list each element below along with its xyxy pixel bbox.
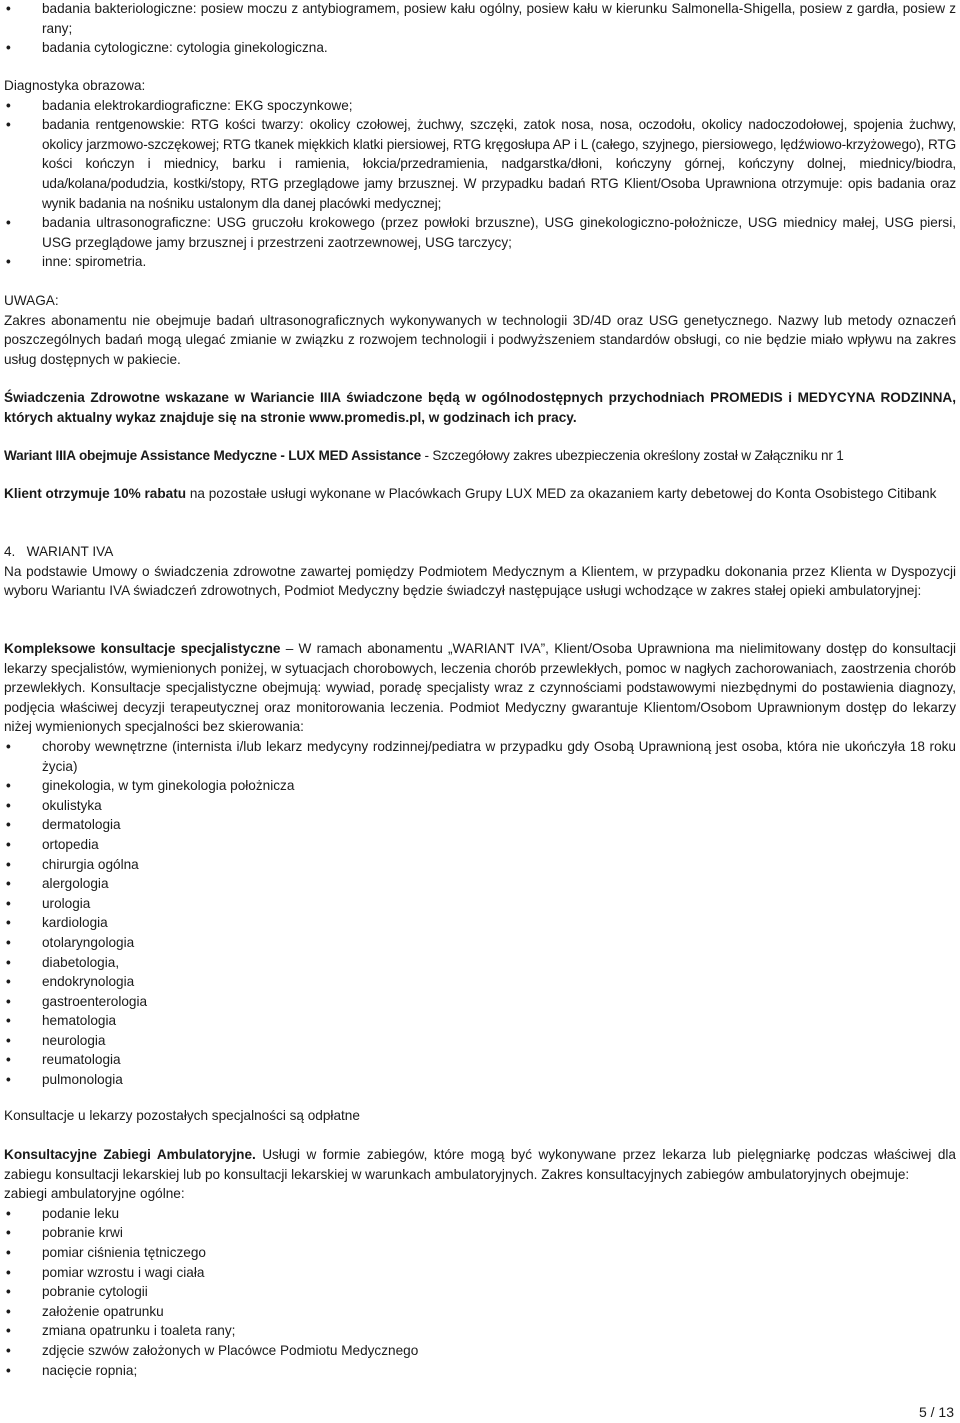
bullet-icon: • [6,876,11,892]
bullet-icon: • [6,817,11,833]
discount-paragraph: Klient otrzymuje 10% rabatu na pozostałe usługi wykonane w Placówkach Grupy LUX MED za okazaniem karty debetowej do Konta Osobistego Citibank [4,486,937,501]
list-item: • założenie opatrunku [4,1302,956,1322]
procedures-subheading: zabiegi ambulatoryjne ogólne: [4,1186,185,1202]
bullet-icon: • [6,97,11,113]
lab-tests-list [4,0,956,58]
bullet-icon: • [6,254,11,270]
note-heading: UWAGA: [4,293,59,308]
assistance-paragraph: Wariant IIIA obejmuje Assistance Medyczne - LUX MED Assistance - Szczegółowy zakres ubezpieczenia określony został w Załączniku nr 1 [4,448,844,463]
consultations-section: Kompleksowe konsultacje specjalistyczne – W ramach abonamentu „WARIANT IVA”, Klient/Osoba Uprawniona ma nielimitowany dostęp do konsultacji lekarzy specjalistów, wymienionych poniżej, w sytuacjach chorobowych, leczenia chorób przewlekłych, pomoc w nagłych zachorowaniach, zaostrzenia chorób przewlekłych. Konsultacje specjalistyczne obejmują: wywiad, poradę specjalisty wraz z czynnościami podstawowymi niezbędnymi do postawienia diagnozy, podjęcia właściwej decyzji terapeutycznej oraz monitorowania leczenia. Podmiot Medyczny gwarantuje Klientom/Osobom Uprawnionym dostęp do lekarzy niżej wymienionych specjalności bez skierowania: • choroby wewnętrzne (internista i/lub lekarz medycyny rodzinnej/pediatra w przypadku gdy Osobą Uprawnioną jest osoba, która nie ukończyła 18 roku życia) • ginekologia, w tym ginekologia położnicza • okulistyka • dermatologia • ortopedia • chirurgia ogólna • alergologia • urologia • kardiologia • otolaryngologia • diabetologia, • endokrynologia • gastroenterologia • hematologia • neurologia • reumatologia • pulmonologia [4,639,956,1090]
bullet-icon: • [6,1205,11,1221]
list-item: • kardiologia [4,913,956,933]
list-item: • badania bakteriologiczne: posiew moczu z antybiogramem, posiew kału ogólny, posiew kału w kierunku Salmonella-Shigella, posiew z gardła, posiew z rany; [6,1,956,36]
bullet-icon: • [6,1052,11,1068]
bullet-icon: • [6,1323,11,1339]
bullet-icon: • [6,1,11,16]
procedures-list [4,1204,956,1380]
bullet-icon: • [6,738,11,754]
bullet-icon: • [6,1072,11,1088]
list-item: • neurologia [4,1031,956,1051]
list-item: • dermatologia [4,815,956,835]
list-item: • hematologia [4,1011,956,1031]
list-item: • inne: spirometria. [4,252,956,272]
list-item: • ortopedia [4,835,956,855]
list-item: • choroby wewnętrzne (internista i/lub lekarz medycyny rodzinnej/pediatra w przypadku gdy Osobą Uprawnioną jest osoba, która nie ukończyła 18 roku życia) [6,738,956,774]
bullet-icon: • [6,1362,11,1378]
bullet-icon: • [6,1342,11,1358]
bullet-icon: • [6,215,11,231]
bullet-icon: • [6,778,11,794]
list-item: • gastroenterologia [4,992,956,1012]
variant-intro: Na podstawie Umowy o świadczenia zdrowotne zawartej pomiędzy Podmiotem Medycznym a Klientem, w przypadku dokonania przez Klienta w Dyspozycji wyboru Wariantu IVA świadczeń zdrowotnych, Podmiot Medyczny będzie świadczył następujące usługi wchodzące w zakres stałej opieki ambulatoryjnej: [4,563,956,599]
list-item: • ginekologia, w tym ginekologia położnicza [4,776,956,796]
bullet-icon: • [6,117,11,133]
list-item: • nacięcie ropnia; [4,1361,956,1381]
list-item: • okulistyka [4,796,956,816]
list-item: • pomiar ciśnienia tętniczego [4,1243,956,1263]
page-number: 5 / 13 [918,1404,954,1420]
section-heading: Diagnostyka obrazowa: [4,78,146,93]
bullet-icon: • [6,934,11,950]
note-text: Zakres abonamentu nie obejmuje badań ultrasonograficznych wykonywanych w technologii 3D/4D oraz USG genetycznego. Nazwy lub metody oznaczeń poszczególnych badań mogą ulegać zmianie w związku z rozwojem technologii i podwyższeniem standardów obsługi, co nie będzie miało wpływu na zakres usług dostępnych w pakiecie. [4,312,956,367]
bullet-icon: • [6,1032,11,1048]
bullet-icon: • [6,895,11,911]
list-item: • pobranie krwi [4,1223,956,1243]
list-item: • alergologia [4,874,956,894]
variant-section [4,542,956,601]
bullet-icon: • [6,1303,11,1319]
list-item: • zmiana opatrunku i toaleta rany; [4,1321,956,1341]
list-item: • reumatologia [4,1050,956,1070]
bullet-icon: • [6,954,11,970]
bullet-icon: • [6,1264,11,1280]
list-item: • badania rentgenowskie: RTG kości twarzy: okolicy czołowej, żuchwy, szczęki, zatok nosa, nosa, oczodołu, okolicy nadoczodołowej, spojenia żuchwy, okolicy jarzmowo-szczękowej; RTG tkanek miękkich klatki piersiowej, RTG kręgosłupa AP i L (całego, szyjnego, piersiowego, lędźwiowo-krzyżowego), RTG kości kończyn i miednicy, barku i ramienia, łokcia/przedramienia, nadgarstka/dłoni, kończyny górnej, kończyny dolnej, miednicy/biodra, uda/kolana/podudzia, kostki/stopy, RTG przeglądowe jamy brzusznej. W przypadku badań RTG Klient/Osoba Uprawniona otrzymuje: opis badania oraz wynik badania na nośniku ustalonym dla danej placówki medycznej; [6,117,956,211]
paid-consultations-note: Konsultacje u lekarzy pozostałych specjalności są odpłatne [4,1108,360,1123]
section-heading: 4. WARIANT IVA [4,544,114,559]
bullet-icon: • [6,836,11,852]
bullet-icon: • [6,974,11,990]
list-item: • pomiar wzrostu i wagi ciała [4,1263,956,1283]
list-item: • otolaryngologia [4,933,956,953]
list-item: • podanie leku [4,1204,956,1224]
procedures-section: Konsultacyjne Zabiegi Ambulatoryjne. Usługi w formie zabiegów, które mogą być wykonywane przez lekarza lub pielęgniarkę podczas właściwej dla zabiegu konsultacji lekarskiej lub po konsultacji lekarskiej w warunkach ambulatoryjnych. Zakres konsultacyjnych zabiegów ambulatoryjnych obejmuje: zabiegi ambulatoryjne ogólne: • podanie leku • pobranie krwi • pomiar ciśnienia tętniczego • pomiar wzrostu i wagi ciała • pobranie cytologii • założenie opatrunku • zmiana opatrunku i toaleta rany; • zdjęcie szwów założonych w Placówce Podmiotu Medycznego • nacięcie ropnia; [4,1145,956,1380]
promedis-paragraph: Świadczenia Zdrowotne wskazane w Wariancie IIIA świadczone będą w ogólnodostępnych przychodniach PROMEDIS i MEDYCYNA RODZINNA, których aktualny wykaz znajduje się na stronie www.promedis.pl, w godzinach ich pracy. [4,390,956,425]
list-item: • diabetologia, [4,953,956,973]
bullet-icon: • [6,856,11,872]
imaging-section [4,76,956,272]
bullet-icon: • [6,915,11,931]
bullet-icon: • [6,1284,11,1300]
bullet-icon: • [6,797,11,813]
list-item: • chirurgia ogólna [4,855,956,875]
list-item: • badania ultrasonograficzne: USG gruczołu krokowego (przez powłoki brzuszne), USG ginekologiczno-położnicze, USG miednicy małej, USG piersi, USG przeglądowe jamy brzusznej i przestrzeni zaotrzewnowej, USG tarczycy; [6,215,956,250]
list-item: • urologia [4,894,956,914]
bullet-icon: • [6,1244,11,1260]
bullet-icon: • [6,1225,11,1241]
list-item: • zdjęcie szwów założonych w Placówce Podmiotu Medycznego [4,1341,956,1361]
specialties-list [4,737,956,1090]
list-item: • badania elektrokardiograficzne: EKG spoczynkowe; [4,96,956,116]
bullet-icon: • [6,40,11,56]
list-item: • pobranie cytologii [4,1282,956,1302]
note-section [4,291,956,369]
bullet-icon: • [6,993,11,1009]
bullet-icon: • [6,1013,11,1029]
list-item: • badania cytologiczne: cytologia ginekologiczna. [4,38,956,58]
list-item: • endokrynologia [4,972,956,992]
list-item: • pulmonologia [4,1070,956,1090]
